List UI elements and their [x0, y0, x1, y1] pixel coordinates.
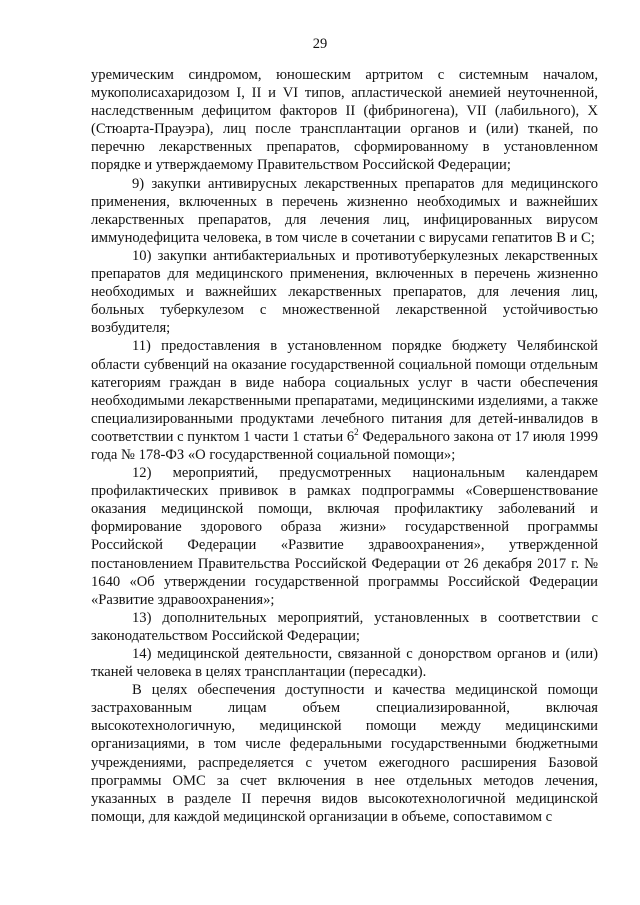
paragraph-item-13: 13) дополнительных мероприятий, установленных в соответствии с законодательством Российской Федерации; [91, 609, 598, 644]
paragraph-item-11-tail: Федерального закона от 17 июля 1999 года № 178-ФЗ «О государственной социальной помощи»; [91, 428, 598, 463]
paragraph-item-14: 14) медицинской деятельности, связанной с донорством органов и (или) тканей человека в целях трансплантации (пересадки). [91, 646, 598, 681]
paragraph-item-11 [91, 337, 598, 464]
footnote-superscript: 2 [354, 427, 359, 438]
paragraph-item-10: 10) закупки антибактериальных и противотуберкулезных лекарственных препаратов для медицинского применения, включенных в перечень жизненно необходимых и важнейших лекарственных препаратов, для лечения лиц, больных туберкулезом с множественной лекарственной устойчивостью возбудителя; [91, 247, 598, 337]
document-body [91, 66, 598, 826]
paragraph-item-12: 12) мероприятий, предусмотренных национальным календарем профилактических прививок в рамках подпрограммы «Совершенствование оказания медицинской помощи, включая профилактику заболеваний и формирование здорового образа жизни» государственной программы Российской Федерации «Развитие здравоохранения», утвержденной постановлением Правительства Российской Федерации от 26 декабря 2017 г. № 1640 «Об утверждении государственной программы Российской Федерации «Развитие здравоохранения»; [91, 465, 598, 608]
paragraph-funding-distribution: В целях обеспечения доступности и качества медицинской помощи застрахованным лицам объем специализированной, включая высокотехнологичную, медицинской помощи между медицинскими организациями, в том числе федеральными государственными бюджетными учреждениями, распределяется с учетом ежегодного расширения Базовой программы ОМС за счет включения в нее отдельных методов лечения, указанных в разделе II перечня видов высокотехнологичной медицинской помощи, для каждой медицинской организации в объеме, сопоставимом с [91, 682, 598, 825]
paragraph-item-9: 9) закупки антивирусных лекарственных препаратов для медицинского применения, включенных в перечень жизненно необходимых и важнейших лекарственных препаратов, для лечения лиц, инфицированных вирусом иммунодефицита человека, в том числе в сочетании с вирусами гепатитов B и C; [91, 175, 598, 246]
page-number: 29 [312, 36, 328, 52]
paragraph-item-11-text: 11) предоставления в установленном порядке бюджету Челябинской области субвенций на оказание государственной социальной помощи отдельным категориям граждан в виде набора социальных услуг в части обеспечения необходимыми лекарственными препаратами, медицинскими изделиями, а также специализированными продуктами лечебного питания для детей-инвалидов в соответствии с пунктом 1 части 1 статьи 6 [91, 338, 598, 445]
paragraph-continuation: уремическим синдромом, юношеским артритом с системным началом, мукополисахаридозом I, II и VI типов, апластической анемией неуточненной, наследственным дефицитом факторов II (фибриногена), VII (лабильного), X (Стюарта-Прауэра), лиц после трансплантации органов и (или) тканей, по перечню лекарственных препаратов, сформированному в установленном порядке и утверждаемому Правительством Российской Федерации; [91, 67, 598, 174]
